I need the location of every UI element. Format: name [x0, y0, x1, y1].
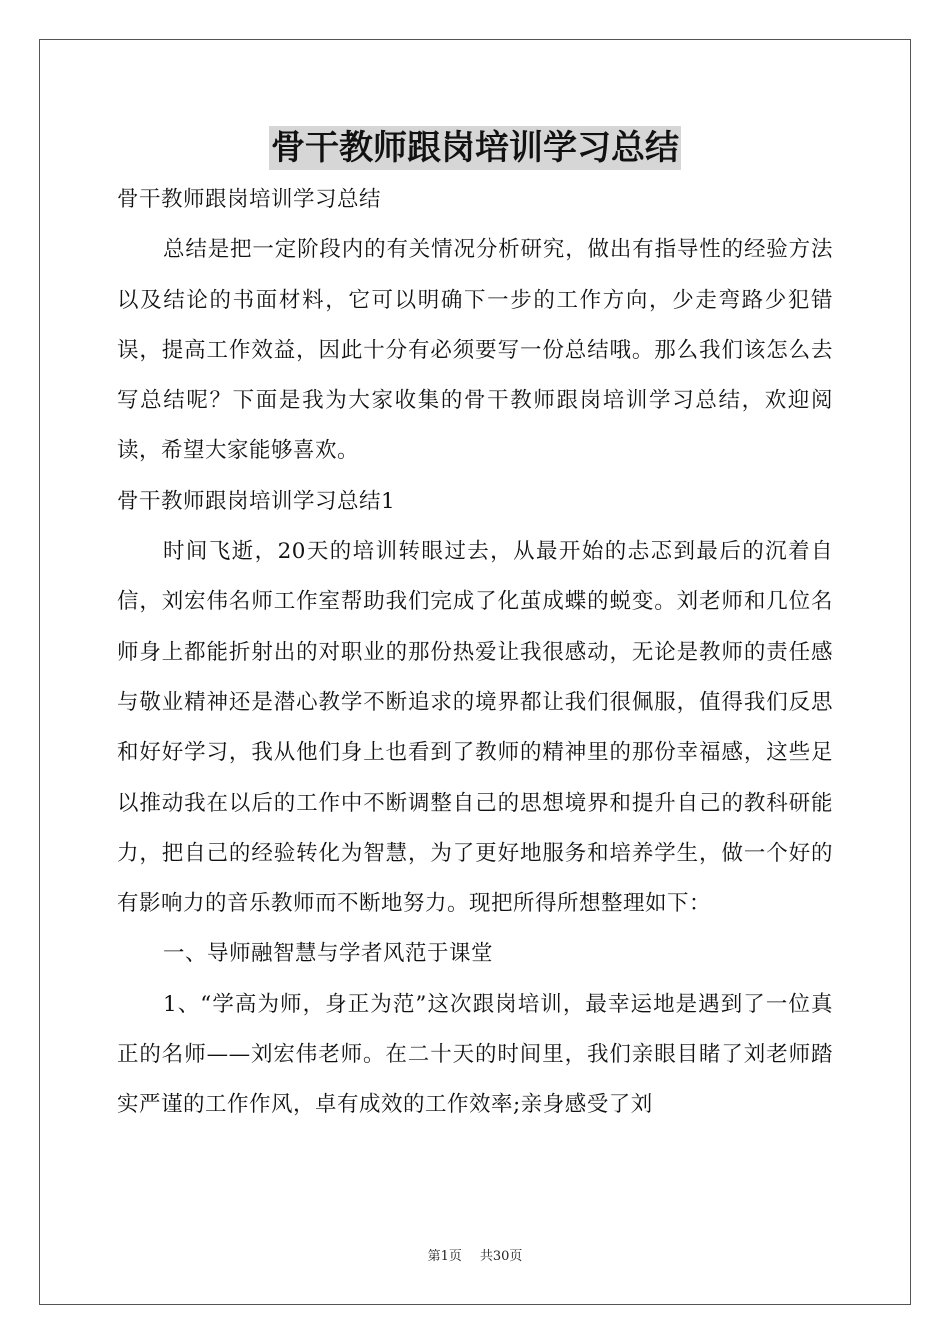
- title-container: [0, 126, 950, 170]
- paragraph: 一、导师融智慧与学者风范于课堂: [163, 941, 494, 967]
- document-body: [117, 175, 833, 1131]
- paragraph: 骨干教师跟岗培训学习总结: [117, 187, 382, 212]
- paragraph: 1、“学高为师，身正为范”这次跟岗培训，最幸运地是遇到了一位真正的名师——刘宏伟老师。在二十天的时间里，我们亲眼目睹了刘老师踏实严谨的工作作风，卓有成效的工作效率;亲身感受了刘: [117, 991, 833, 1118]
- page-footer: [0, 1248, 950, 1266]
- page-number: 第1页: [427, 1249, 462, 1264]
- document-title: 骨干教师跟岗培训学习总结: [271, 128, 679, 168]
- page-total: 共30页: [479, 1249, 523, 1264]
- paragraph: 时间飞逝，20天的培训转眼过去，从最开始的忐忑到最后的沉着自信，刘宏伟名师工作室帮助我们完成了化茧成蝶的蜕变。刘老师和几位名师身上都能折射出的对职业的那份热爱让我很感动，无论是教师的责任感与敬业精神还是潜心教学不断追求的境界都让我们很佩服，值得我们反思和好好学习，我从他们身上也看到了教师的精神里的那份幸福感，这些足以推动我在以后的工作中不断调整自己的思想境界和提升自己的教科研能力，把自己的经验转化为智慧，为了更好地服务和培养学生，做一个好的有影响力的音乐教师而不断地努力。现把所得所想整理如下：: [117, 539, 833, 917]
- paragraph: 骨干教师跟岗培训学习总结1: [117, 488, 396, 514]
- paragraph: 总结是把一定阶段内的有关情况分析研究，做出有指导性的经验方法以及结论的书面材料，它可以明确下一步的工作方向，少走弯路少犯错误，提高工作效益，因此十分有必须要写一份总结哦。那么我们该怎么去写总结呢？下面是我为大家收集的骨干教师跟岗培训学习总结，欢迎阅读，希望大家能够喜欢。: [117, 237, 833, 464]
